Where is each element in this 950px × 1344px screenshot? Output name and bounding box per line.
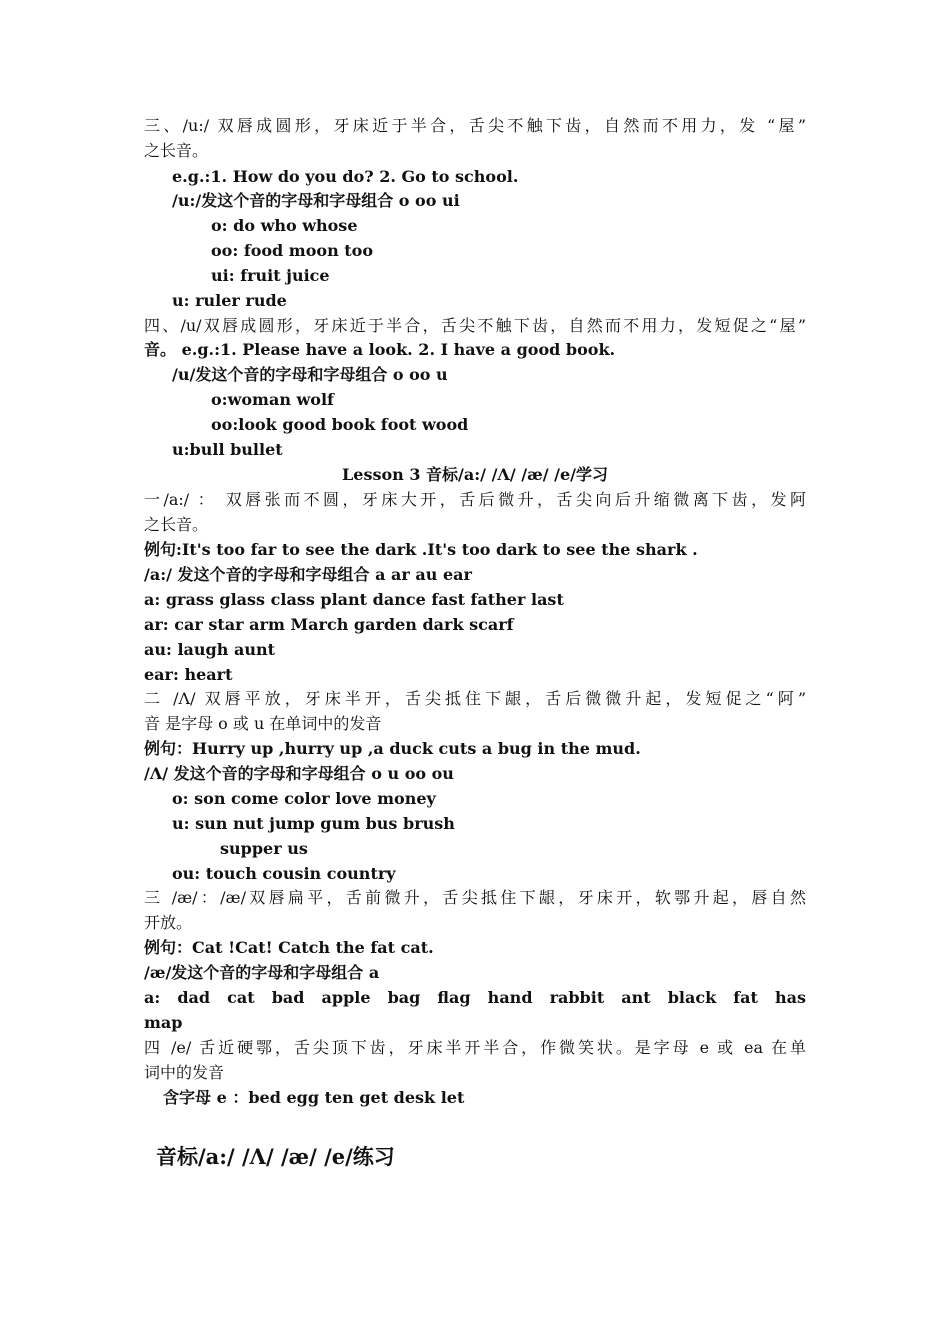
text-line: ui: fruit juice (211, 266, 330, 285)
text-line: 词中的发音 (144, 1063, 225, 1082)
text-line: u: sun nut jump gum bus brush (172, 814, 455, 833)
text-line: 开放。 (144, 913, 193, 932)
text-line: map (144, 1013, 183, 1032)
text-line: 一/a:/ ： 双唇张而不圆，牙床大开，舌后微升，舌尖向后升缩微离下齿，发阿 (144, 490, 806, 509)
text-line: oo:look good book foot wood (211, 415, 469, 434)
text-line: ear: heart (144, 665, 233, 684)
text-line: 三、/u:/ 双唇成圆形，牙床近于半合，舌尖不触下齿，自然而不用力，发 “屋” (144, 116, 806, 135)
text-line: 例句：Cat !Cat! Catch the fat cat. (144, 938, 434, 957)
text-line: 例句：Hurry up ,hurry up ,a duck cuts a bug in the mud. (144, 739, 641, 758)
text-line: u:bull bullet (172, 440, 283, 459)
text-line: e.g.:1. How do you do? 2. Go to school. (172, 167, 519, 186)
text-line: o:woman wolf (211, 390, 334, 409)
text-line: ar: car star arm March garden dark scarf (144, 615, 514, 634)
text-line: a: dad cat bad apple bag flag hand rabbit ant black fat has (144, 988, 806, 1007)
text-line: a: grass glass class plant dance fast father last (144, 590, 564, 609)
text-line: o: do who whose (211, 216, 358, 235)
text-line: 音 是字母 o 或 u 在单词中的发音 (144, 714, 382, 733)
text-line: au: laugh aunt (144, 640, 275, 659)
text-line: 四 /e/ 舌近硬鄂，舌尖顶下齿，牙床半开半合，作微笑状。是字母 e 或 ea 在单 (144, 1038, 806, 1057)
section-heading: 音标/a:/ /Λ/ /æ/ /e/练习 (156, 1144, 395, 1169)
text-line: u: ruler rude (172, 291, 287, 310)
text-line: 例句:It's too far to see the dark .It's too dark to see the shark . (144, 540, 698, 559)
text-line: oo: food moon too (211, 241, 374, 260)
text-line: ou: touch cousin country (172, 864, 396, 883)
text-line: /Λ/ 发这个音的字母和字母组合 o u oo ou (144, 764, 454, 783)
text-line: /æ/发这个音的字母和字母组合 a (144, 963, 380, 982)
text-line: supper us (220, 839, 308, 858)
text-line: /a:/ 发这个音的字母和字母组合 a ar au ear (144, 565, 472, 584)
text-line: 含字母 e ：bed egg ten get desk let (163, 1088, 465, 1107)
lesson-heading: Lesson 3 音标/a:/ /Λ/ /æ/ /e/学习 (342, 465, 608, 484)
text-line: 音。 e.g.:1. Please have a look. 2. I have a good book. (144, 340, 616, 359)
text-line: 四、/u/双唇成圆形，牙床近于半合，舌尖不触下齿，自然而不用力，发短促之“屋” (144, 316, 806, 335)
text-line: /u/发这个音的字母和字母组合 o oo u (172, 365, 448, 384)
text-line: /u:/发这个音的字母和字母组合 o oo ui (172, 191, 460, 210)
text-line: 二 /Λ/ 双唇平放，牙床半开，舌尖抵住下龈，舌后微微升起，发短促之“阿” (144, 689, 806, 708)
text-line: 三 /æ/：/æ/双唇扁平，舌前微升，舌尖抵住下龈，牙床开，软鄂升起，唇自然 (144, 888, 806, 907)
text-line: 之长音。 (144, 141, 209, 160)
text-line: o: son come color love money (172, 789, 436, 808)
text-line: 之长音。 (144, 515, 209, 534)
